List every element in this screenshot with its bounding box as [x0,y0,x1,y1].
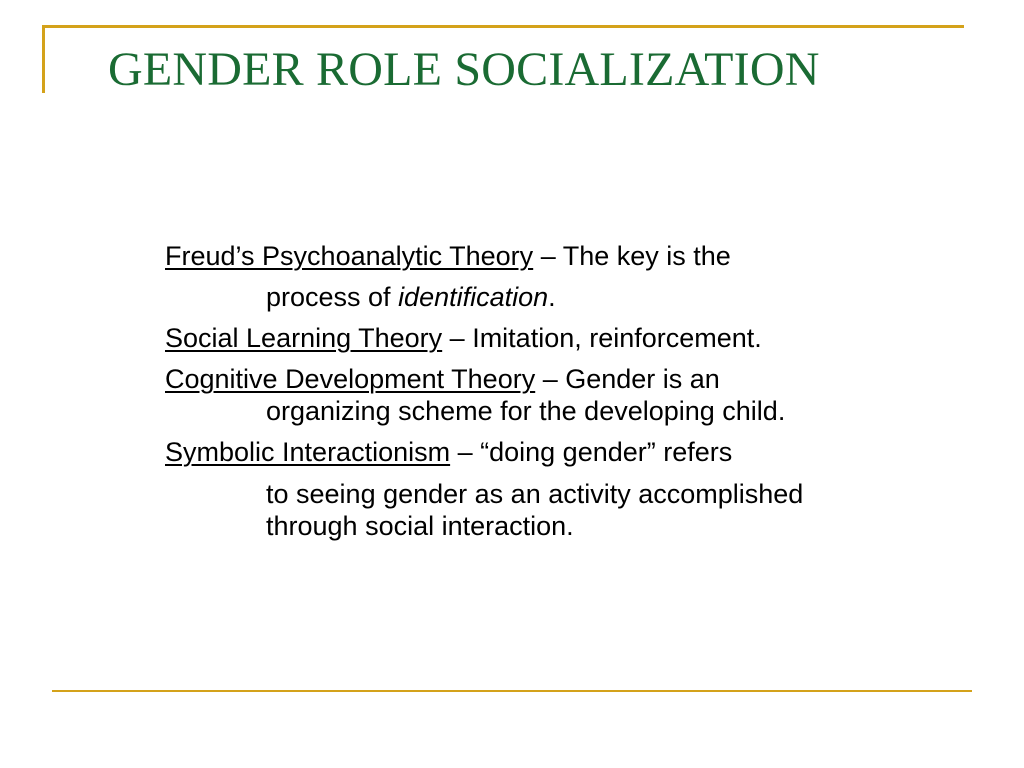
item-cognitive-line2 [266,395,785,427]
item-symbolic-line1 [165,436,732,468]
footer-rule [52,690,972,692]
item-symbolic-line3 [266,510,574,542]
item-social-learning-line1 [165,322,762,354]
item-symbolic-desc2: to seeing gender as an activity accomplished [266,479,804,509]
term-cognitive-development: Cognitive Development Theory [165,364,536,394]
term-freud: Freud’s Psychoanalytic Theory [165,241,534,271]
item-freud-desc: – The key is the [533,241,731,271]
item-freud-desc2-pre: process of [266,282,399,312]
item-freud-line2 [266,281,556,313]
term-social-learning: Social Learning Theory [165,323,443,353]
slide-title: GENDER ROLE SOCIALIZATION [108,43,820,96]
item-symbolic-desc: – “doing gender” refers [450,437,733,467]
item-cognitive-line1 [165,363,720,395]
item-symbolic-desc3: through social interaction. [266,511,574,541]
item-cognitive-desc2: organizing scheme for the developing child. [266,396,786,426]
item-symbolic-line2 [266,478,803,510]
item-cognitive-desc: – Gender is an [535,364,720,394]
frame-left-rule [42,25,45,93]
item-freud-line1 [165,240,731,272]
frame-top-rule [42,25,964,28]
item-freud-emphasis: identification [398,282,549,312]
term-symbolic-interactionism: Symbolic Interactionism [165,437,451,467]
item-freud-desc2-post: . [548,282,556,312]
item-social-learning-desc: – Imitation, reinforcement. [442,323,762,353]
